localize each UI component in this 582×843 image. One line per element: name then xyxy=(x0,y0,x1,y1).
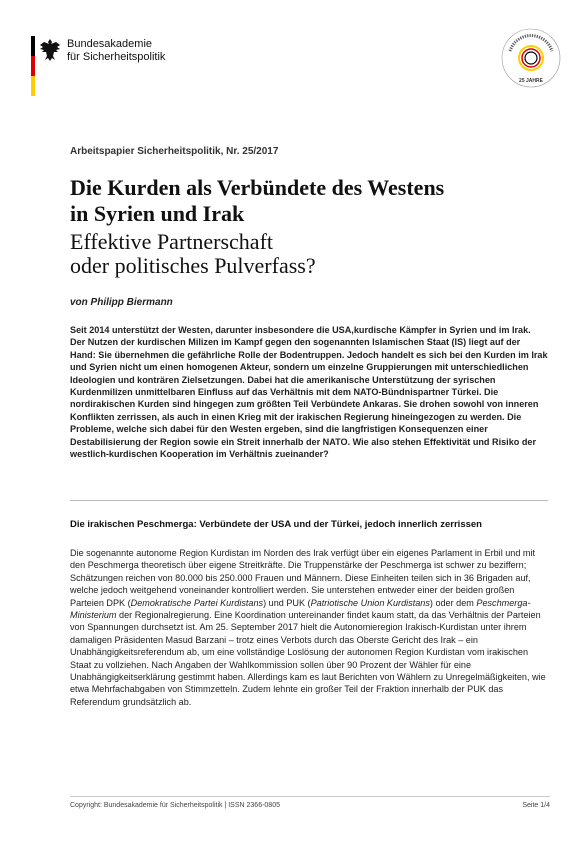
footer-page-number: Seite 1/4 xyxy=(522,802,550,809)
author-byline: von Philipp Biermann xyxy=(70,297,173,308)
anniversary-seal-logo xyxy=(500,27,562,89)
subtitle xyxy=(70,230,540,278)
abstract-paragraph: Seit 2014 unterstützt der Westen, darunter insbesondere die USA,kurdische Kämpfer in Syrien und im Irak. Der Nutzen der kurdischen Milizen im Kampf gegen den sogenannten Islamischen Staat (IS) liegt auf der Hand: Sie übernehmen die gefährliche Rolle der Bodentruppen. Jedoch handelt es sich bei den Kurden im Irak und Syrien nicht um einen homogenen Akteur, sondern um einzelne Gruppierungen mit unterschiedlichen Ideologien und konträren Zielsetzungen. Dabei hat die amerikanische Unterstützung der syrischen Kurdenmilizen unmittelbaren Einfluss auf das Verhältnis mit dem NATO-Bündnispartner Türkei. Die nordirakischen Kurden sind hingegen zum größten Teil Verbündete Ankaras. Sie drohen sowohl von inneren Konflikten zerrissen, als auch in einen Krieg mit der irakischen Regierung hineingezogen zu werden. Die Probleme, welche sich dabei für den Westen ergeben, sind die langfristigen Konsequenzen einer Destabilisierung der Region sowie ein Streit innerhalb der NATO. Wie also stehen Effektivität und Risiko der westlich-kurdischen Kooperation im Verhältnis zueinander? xyxy=(70,325,548,460)
body-text: ) und PUK ( xyxy=(263,597,311,608)
section-heading: Die irakischen Peschmerga: Verbündete der USA und der Türkei, jedoch innerlich zerrissen xyxy=(70,519,482,530)
body-italic-puk: Patriotische Union Kurdistans xyxy=(310,597,430,608)
body-italic-ministry: Peschmerga-Ministerium xyxy=(70,597,531,621)
main-title-line1: Die Kurden als Verbündete des Westens xyxy=(70,175,445,200)
body-text: ) oder dem xyxy=(429,597,477,608)
german-flag-stripe xyxy=(31,36,35,96)
svg-text:25 JAHRE: 25 JAHRE xyxy=(519,78,543,84)
main-title-line2: in Syrien und Irak xyxy=(70,201,245,226)
org-name-line1: Bundesakademie xyxy=(67,38,153,50)
org-name-line2: für Sicherheitspolitik xyxy=(67,51,166,63)
subtitle-line2: oder politisches Pulverfass? xyxy=(70,253,316,278)
footer-copyright: Copyright: Bundesakademie für Sicherheitspolitik | ISSN 2366-0805 xyxy=(70,802,280,809)
series-label: Arbeitspapier Sicherheitspolitik, Nr. 25/2017 xyxy=(70,146,279,157)
org-name xyxy=(67,38,165,64)
body-text: der Regionalregierung. Eine Koordination untereinander findet kaum statt, da das Verhältnis der Parteien von Spannungen durchsetzt ist. Am 25. September 2017 hielt die Autonomieregion Irakisch-Kurdistan unter ihrem damaligen Präsidenten Masud Barzani – trotz eines Verbots durch das Oberste Gericht des Irak – ein Unabhängigkeitsreferendum ab, um eine vollständige Loslösung der autonomen Region Kurdistan vom irakischen Staat zu vollziehen. Nach Angaben der Wahlkommission sollen über 90 Prozent der Wähler für eine Unabhängigkeitserklärung gestimmt haben. Allerdings kam es laut Berichten von Wählern zu Unregelmäßigkeiten, wie etwa Mehrfachabgaben von Stimmzetteln. Zudem lehnte ein großer Teil der Fraktion innerhalb der PUK das Referendum grundsätzlich ab. xyxy=(70,610,546,707)
footer-divider xyxy=(70,796,550,797)
section-divider xyxy=(70,500,548,501)
body-text: Die sogenannte autonome Region Kurdistan im Norden des Irak verfügt über ein eigenes Parlament in Erbil und mit den Peschmerga theoretisch über eigene Streitkräfte. Die Truppenstärke der Peschmerga ist schwer zu beziffern; Schätzungen reichen von 80.000 bis 250.000 Frauen und Männern. Diese Einheiten teilen sich in 36 Brigaden auf, welche jedoch weitgehend voneinander kontrolliert werden. Sie unterstehen entweder einer der beiden großen Parteien DPK ( xyxy=(70,548,536,608)
federal-eagle-icon xyxy=(39,38,61,62)
body-paragraph xyxy=(70,547,550,708)
subtitle-line1: Effektive Partnerschaft xyxy=(70,229,274,254)
page-header xyxy=(0,0,582,110)
main-title xyxy=(70,175,540,227)
body-italic-dpk: Demokratische Partei Kurdistans xyxy=(130,597,264,608)
